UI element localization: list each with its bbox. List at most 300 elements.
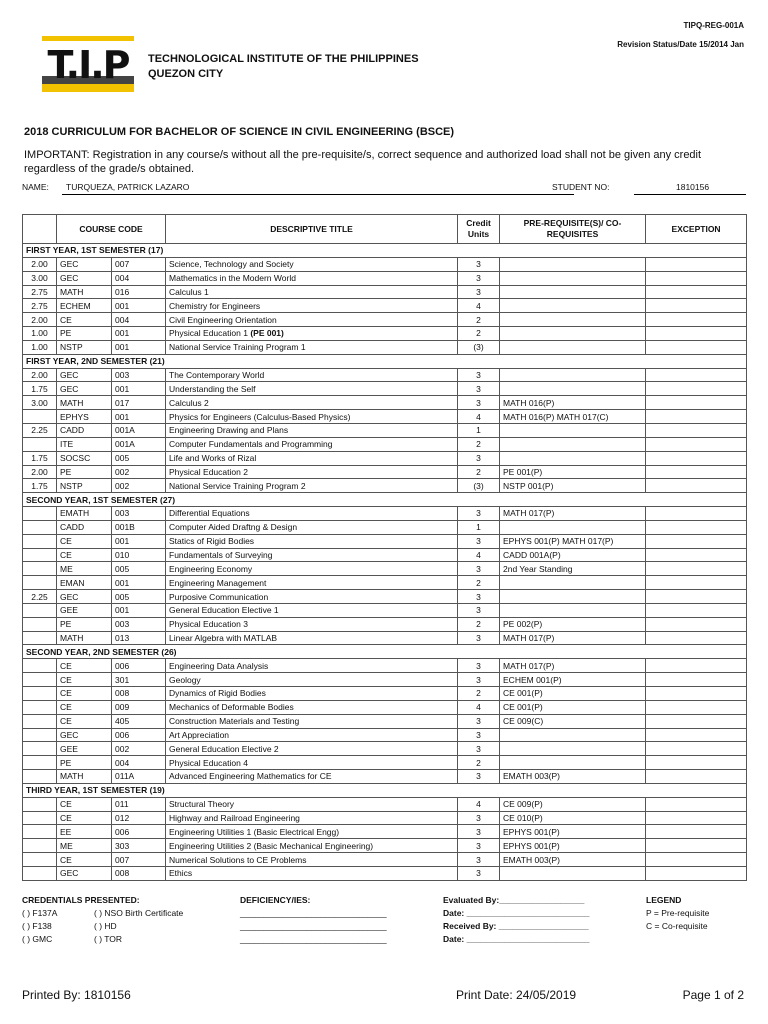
units-cell: 1 xyxy=(458,423,500,437)
grade-cell: 3.00 xyxy=(23,396,57,410)
deficiency-line: _______________________________ xyxy=(240,908,387,918)
prerequisite-cell: EMATH 003(P) xyxy=(500,853,646,867)
deficiency-title: DEFICIENCY/IES: xyxy=(240,895,311,905)
semester-label: SECOND YEAR, 1ST SEMESTER (27) xyxy=(23,493,747,507)
semester-header-row xyxy=(23,354,747,368)
course-number-cell: 008 xyxy=(112,687,166,701)
table-row xyxy=(23,839,747,853)
prerequisite-cell xyxy=(500,313,646,327)
table-row xyxy=(23,410,747,424)
course-prefix-cell: PE xyxy=(57,756,112,770)
course-title: Engineering Utilities 2 (Basic Mechanical Engineering) xyxy=(169,840,374,851)
exception-cell xyxy=(646,728,747,742)
title-cell xyxy=(166,576,458,590)
grade-cell: 2.25 xyxy=(23,590,57,604)
prerequisite-cell xyxy=(500,368,646,382)
exception-cell xyxy=(646,507,747,521)
course-prefix-cell: GEC xyxy=(57,271,112,285)
descriptive-title-header: DESCRIPTIVE TITLE xyxy=(166,215,458,244)
units-cell: 3 xyxy=(458,631,500,645)
table-row xyxy=(23,327,747,341)
exception-cell xyxy=(646,811,747,825)
course-number-cell: 001A xyxy=(112,437,166,451)
course-number-cell: 016 xyxy=(112,285,166,299)
prerequisite-cell: EPHYS 001(P) xyxy=(500,825,646,839)
title-cell xyxy=(166,673,458,687)
exception-cell xyxy=(646,299,747,313)
prerequisite-cell: ECHEM 001(P) xyxy=(500,673,646,687)
course-prefix-cell: CE xyxy=(57,700,112,714)
course-prefix-cell: CE xyxy=(57,313,112,327)
table-row xyxy=(23,631,747,645)
table-row xyxy=(23,659,747,673)
course-prefix-cell: CE xyxy=(57,548,112,562)
table-row xyxy=(23,825,747,839)
prerequisite-cell xyxy=(500,590,646,604)
units-cell: 3 xyxy=(458,825,500,839)
exception-cell xyxy=(646,770,747,784)
printed-by: Printed By: 1810156 xyxy=(22,988,131,1002)
table-row xyxy=(23,520,747,534)
units-cell: 4 xyxy=(458,548,500,562)
title-cell xyxy=(166,534,458,548)
table-row xyxy=(23,340,747,354)
grade-cell: 2.00 xyxy=(23,368,57,382)
exception-cell xyxy=(646,548,747,562)
units-cell: 4 xyxy=(458,410,500,424)
course-title: Calculus 2 xyxy=(169,397,209,408)
print-date: Print Date: 24/05/2019 xyxy=(456,988,577,1002)
exception-cell xyxy=(646,714,747,728)
units-cell: 3 xyxy=(458,368,500,382)
grade-cell xyxy=(23,562,57,576)
course-title: Calculus 1 xyxy=(169,286,209,297)
units-cell: 2 xyxy=(458,687,500,701)
course-title: Differential Equations xyxy=(169,508,250,519)
grade-cell xyxy=(23,534,57,548)
units-cell: 3 xyxy=(458,590,500,604)
course-title-code: (PE 001) xyxy=(250,328,284,339)
credentials-title: CREDENTIALS PRESENTED: xyxy=(22,895,140,905)
course-title: General Education Elective 2 xyxy=(169,743,279,754)
course-prefix-cell: PE xyxy=(57,617,112,631)
course-number-cell: 006 xyxy=(112,825,166,839)
table-row xyxy=(23,534,747,548)
credential-item: ( ) F138 xyxy=(22,921,52,931)
course-prefix-cell: ECHEM xyxy=(57,299,112,313)
table-row xyxy=(23,700,747,714)
course-title: Engineering Economy xyxy=(169,563,253,574)
document-code-block xyxy=(617,16,744,54)
course-prefix-cell: CE xyxy=(57,687,112,701)
deficiency-line: _______________________________ xyxy=(240,934,387,944)
title-cell xyxy=(166,396,458,410)
grade-cell xyxy=(23,617,57,631)
table-row xyxy=(23,368,747,382)
received-by: Received By: ___________________ xyxy=(443,921,589,931)
course-number-cell: 405 xyxy=(112,714,166,728)
units-cell: 3 xyxy=(458,853,500,867)
grade-cell xyxy=(23,700,57,714)
grade-cell xyxy=(23,437,57,451)
grade-cell: 2.75 xyxy=(23,299,57,313)
course-title: Mechanics of Deformable Bodies xyxy=(169,702,294,713)
course-prefix-cell: NSTP xyxy=(57,340,112,354)
exception-cell xyxy=(646,825,747,839)
course-prefix-cell: ITE xyxy=(57,437,112,451)
title-cell xyxy=(166,811,458,825)
curriculum-table xyxy=(22,214,747,881)
institution-city: QUEZON CITY xyxy=(148,68,224,80)
course-title: Understanding the Self xyxy=(169,383,256,394)
units-cell: 2 xyxy=(458,327,500,341)
course-title: Structural Theory xyxy=(169,799,235,810)
course-number-cell: 004 xyxy=(112,756,166,770)
units-cell: 3 xyxy=(458,811,500,825)
prerequisite-cell xyxy=(500,756,646,770)
course-prefix-cell: GEC xyxy=(57,728,112,742)
prerequisite-cell: MATH 017(P) xyxy=(500,631,646,645)
title-cell xyxy=(166,327,458,341)
grade-header xyxy=(23,215,57,244)
units-cell: 2 xyxy=(458,756,500,770)
name-label: NAME: xyxy=(22,182,49,192)
title-cell xyxy=(166,548,458,562)
exception-cell xyxy=(646,410,747,424)
grade-cell: 2.00 xyxy=(23,313,57,327)
table-row xyxy=(23,811,747,825)
course-prefix-cell: NSTP xyxy=(57,479,112,493)
prerequisite-cell xyxy=(500,451,646,465)
semester-label: SECOND YEAR, 2ND SEMESTER (26) xyxy=(23,645,747,659)
title-cell xyxy=(166,299,458,313)
exception-cell xyxy=(646,839,747,853)
course-prefix-cell: MATH xyxy=(57,631,112,645)
prerequisite-cell: CADD 001A(P) xyxy=(500,548,646,562)
exception-cell xyxy=(646,520,747,534)
credit-units-header: Credit Units xyxy=(458,215,500,244)
exception-cell xyxy=(646,479,747,493)
table-row xyxy=(23,299,747,313)
table-row xyxy=(23,313,747,327)
course-number-cell: 001 xyxy=(112,327,166,341)
course-number-cell: 005 xyxy=(112,451,166,465)
course-title: Fundamentals of Surveying xyxy=(169,549,273,560)
exception-cell xyxy=(646,617,747,631)
title-cell xyxy=(166,437,458,451)
prerequisite-cell xyxy=(500,340,646,354)
course-title: Numerical Solutions to CE Problems xyxy=(169,854,307,865)
units-cell: 3 xyxy=(458,742,500,756)
title-cell xyxy=(166,520,458,534)
course-prefix-cell: CE xyxy=(57,797,112,811)
title-cell xyxy=(166,257,458,271)
institution-name: TECHNOLOGICAL INSTITUTE OF THE PHILIPPINES xyxy=(148,53,419,65)
units-cell: 3 xyxy=(458,396,500,410)
document-code: TIPQ-REG-001A xyxy=(683,21,744,30)
evaluation-section xyxy=(443,894,590,946)
course-title: Engineering Utilities 1 (Basic Electrical Engg) xyxy=(169,826,340,837)
grade-cell xyxy=(23,742,57,756)
grade-cell xyxy=(23,728,57,742)
evaluated-by: Evaluated By:__________________ xyxy=(443,895,585,905)
prerequisite-cell: EPHYS 001(P) MATH 017(P) xyxy=(500,534,646,548)
course-number-cell: 001 xyxy=(112,410,166,424)
title-cell xyxy=(166,479,458,493)
table-row xyxy=(23,853,747,867)
table-row xyxy=(23,257,747,271)
title-cell xyxy=(166,728,458,742)
units-cell: 3 xyxy=(458,603,500,617)
grade-cell xyxy=(23,659,57,673)
title-cell xyxy=(166,382,458,396)
grade-cell: 1.00 xyxy=(23,327,57,341)
title-cell xyxy=(166,756,458,770)
exception-cell xyxy=(646,465,747,479)
table-row xyxy=(23,451,747,465)
exception-cell xyxy=(646,368,747,382)
course-prefix-cell: GEC xyxy=(57,257,112,271)
exception-cell xyxy=(646,271,747,285)
course-prefix-cell: GEC xyxy=(57,382,112,396)
title-cell xyxy=(166,465,458,479)
course-number-cell: 007 xyxy=(112,853,166,867)
table-row xyxy=(23,423,747,437)
grade-cell xyxy=(23,631,57,645)
exception-cell xyxy=(646,631,747,645)
units-cell: 3 xyxy=(458,507,500,521)
course-title: Physics for Engineers (Calculus-Based Physics) xyxy=(169,411,351,422)
credentials-col-2 xyxy=(94,907,183,946)
deficiency-section xyxy=(240,894,387,946)
title-cell xyxy=(166,603,458,617)
exception-cell xyxy=(646,396,747,410)
units-cell: 3 xyxy=(458,451,500,465)
exception-cell xyxy=(646,853,747,867)
course-title: Highway and Railroad Engineering xyxy=(169,813,300,824)
course-title: Mathematics in the Modern World xyxy=(169,273,296,284)
table-row xyxy=(23,714,747,728)
course-number-cell: 008 xyxy=(112,866,166,880)
table-header-row xyxy=(23,215,747,244)
semester-header-row xyxy=(23,645,747,659)
table-row xyxy=(23,507,747,521)
course-number-cell: 010 xyxy=(112,548,166,562)
prerequisite-cell: MATH 016(P) xyxy=(500,396,646,410)
title-cell xyxy=(166,797,458,811)
credential-item: ( ) F137A xyxy=(22,908,58,918)
course-prefix-cell: CE xyxy=(57,853,112,867)
grade-cell xyxy=(23,576,57,590)
prerequisite-cell xyxy=(500,576,646,590)
table-row xyxy=(23,271,747,285)
units-cell: 3 xyxy=(458,257,500,271)
units-cell: 3 xyxy=(458,770,500,784)
table-row xyxy=(23,742,747,756)
table-row xyxy=(23,479,747,493)
course-title: The Contemporary World xyxy=(169,370,265,381)
course-number-cell: 017 xyxy=(112,396,166,410)
table-row xyxy=(23,687,747,701)
course-number-cell: 011A xyxy=(112,770,166,784)
course-title: Dynamics of Rigid Bodies xyxy=(169,688,266,699)
course-prefix-cell: CE xyxy=(57,659,112,673)
units-cell: 3 xyxy=(458,382,500,396)
course-title: Civil Engineering Orientation xyxy=(169,314,277,325)
title-cell xyxy=(166,631,458,645)
grade-cell xyxy=(23,603,57,617)
exception-cell xyxy=(646,562,747,576)
course-prefix-cell: SOCSC xyxy=(57,451,112,465)
semester-label: THIRD YEAR, 1ST SEMESTER (19) xyxy=(23,783,747,797)
course-number-cell: 001 xyxy=(112,576,166,590)
grade-cell xyxy=(23,507,57,521)
title-cell xyxy=(166,770,458,784)
course-title: Geology xyxy=(169,674,201,685)
evaluated-date: Date: __________________________ xyxy=(443,908,590,918)
exception-cell xyxy=(646,687,747,701)
course-title: Statics of Rigid Bodies xyxy=(169,536,255,547)
exception-cell xyxy=(646,534,747,548)
course-prefix-cell: CE xyxy=(57,714,112,728)
grade-cell: 2.00 xyxy=(23,465,57,479)
course-number-cell: 005 xyxy=(112,562,166,576)
table-row xyxy=(23,437,747,451)
grade-cell xyxy=(23,673,57,687)
course-title: Physical Education 4 xyxy=(169,757,248,768)
course-prefix-cell: EMAN xyxy=(57,576,112,590)
title-cell xyxy=(166,742,458,756)
course-title: Chemistry for Engineers xyxy=(169,300,261,311)
semester-header-row xyxy=(23,783,747,797)
title-cell xyxy=(166,368,458,382)
units-cell: 3 xyxy=(458,673,500,687)
credential-item: ( ) HD xyxy=(94,921,117,931)
title-cell xyxy=(166,313,458,327)
table-row xyxy=(23,548,747,562)
course-number-cell: 301 xyxy=(112,673,166,687)
prerequisite-cell: CE 009(P) xyxy=(500,797,646,811)
page-number: Page 1 of 2 xyxy=(682,988,744,1002)
units-cell: 2 xyxy=(458,465,500,479)
course-number-cell: 003 xyxy=(112,617,166,631)
units-cell: 2 xyxy=(458,576,500,590)
course-title: Computer Aided Draftng & Design xyxy=(169,522,298,533)
units-cell: 3 xyxy=(458,728,500,742)
units-cell: 3 xyxy=(458,839,500,853)
units-cell: 3 xyxy=(458,659,500,673)
table-row xyxy=(23,866,747,880)
prerequisite-cell: MATH 017(P) xyxy=(500,659,646,673)
exception-cell xyxy=(646,382,747,396)
course-prefix-cell: GEC xyxy=(57,866,112,880)
units-cell: 2 xyxy=(458,617,500,631)
units-cell: 1 xyxy=(458,520,500,534)
credential-item: ( ) TOR xyxy=(94,934,123,944)
course-prefix-cell: ME xyxy=(57,839,112,853)
student-number: 1810156 xyxy=(676,182,710,192)
title-cell xyxy=(166,340,458,354)
exception-cell xyxy=(646,673,747,687)
table-row xyxy=(23,728,747,742)
credentials-col-1 xyxy=(22,907,94,946)
course-prefix-cell: EMATH xyxy=(57,507,112,521)
course-prefix-cell: GEC xyxy=(57,590,112,604)
credential-item: ( ) NSO Birth Certificate xyxy=(94,908,184,918)
grade-cell xyxy=(23,687,57,701)
tip-logo xyxy=(42,36,134,92)
legend-title: LEGEND xyxy=(646,895,682,905)
exception-cell xyxy=(646,423,747,437)
exception-cell xyxy=(646,590,747,604)
course-prefix-cell: CE xyxy=(57,673,112,687)
prerequisite-cell xyxy=(500,327,646,341)
title-cell xyxy=(166,423,458,437)
exception-cell xyxy=(646,756,747,770)
grade-cell: 1.00 xyxy=(23,340,57,354)
units-cell: 4 xyxy=(458,797,500,811)
prerequisite-cell: EMATH 003(P) xyxy=(500,770,646,784)
deficiency-line: _______________________________ xyxy=(240,921,387,931)
course-title: Engineering Management xyxy=(169,577,267,588)
exception-cell xyxy=(646,340,747,354)
exception-cell xyxy=(646,866,747,880)
student-no-underline xyxy=(634,194,746,195)
table-row xyxy=(23,382,747,396)
prerequisite-cell xyxy=(500,299,646,313)
exception-cell xyxy=(646,659,747,673)
course-prefix-cell: GEE xyxy=(57,742,112,756)
credentials-section xyxy=(22,894,183,946)
course-title: General Education Elective 1 xyxy=(169,605,279,616)
exception-header: EXCEPTION xyxy=(646,215,747,244)
student-info-row xyxy=(22,180,746,196)
course-number-cell: 001 xyxy=(112,603,166,617)
title-cell xyxy=(166,617,458,631)
prerequisite-cell: PE 002(P) xyxy=(500,617,646,631)
course-title: National Service Training Program 2 xyxy=(169,480,306,491)
course-title: Physical Education 2 xyxy=(169,466,248,477)
grade-cell xyxy=(23,410,57,424)
title-cell xyxy=(166,700,458,714)
course-prefix-cell: CE xyxy=(57,534,112,548)
legend-corequisite: C = Co-requisite xyxy=(646,921,708,931)
grade-cell xyxy=(23,548,57,562)
course-number-cell: 012 xyxy=(112,811,166,825)
grade-cell xyxy=(23,797,57,811)
grade-cell: 2.25 xyxy=(23,423,57,437)
prerequisite-cell: CE 001(P) xyxy=(500,687,646,701)
exception-cell xyxy=(646,451,747,465)
exception-cell xyxy=(646,797,747,811)
course-code-header: COURSE CODE xyxy=(57,215,166,244)
course-number-cell: 001 xyxy=(112,340,166,354)
course-prefix-cell: CADD xyxy=(57,423,112,437)
title-cell xyxy=(166,687,458,701)
prerequisite-cell xyxy=(500,437,646,451)
exception-cell xyxy=(646,742,747,756)
course-prefix-cell: GEE xyxy=(57,603,112,617)
title-cell xyxy=(166,562,458,576)
prerequisite-cell xyxy=(500,603,646,617)
semester-header-row xyxy=(23,493,747,507)
course-title: Engineering Data Analysis xyxy=(169,660,269,671)
units-cell: 3 xyxy=(458,285,500,299)
course-title: Advanced Engineering Mathematics for CE xyxy=(169,771,332,782)
semester-label: FIRST YEAR, 2ND SEMESTER (21) xyxy=(23,354,747,368)
course-title: Physical Education 3 xyxy=(169,619,248,630)
title-cell xyxy=(166,590,458,604)
